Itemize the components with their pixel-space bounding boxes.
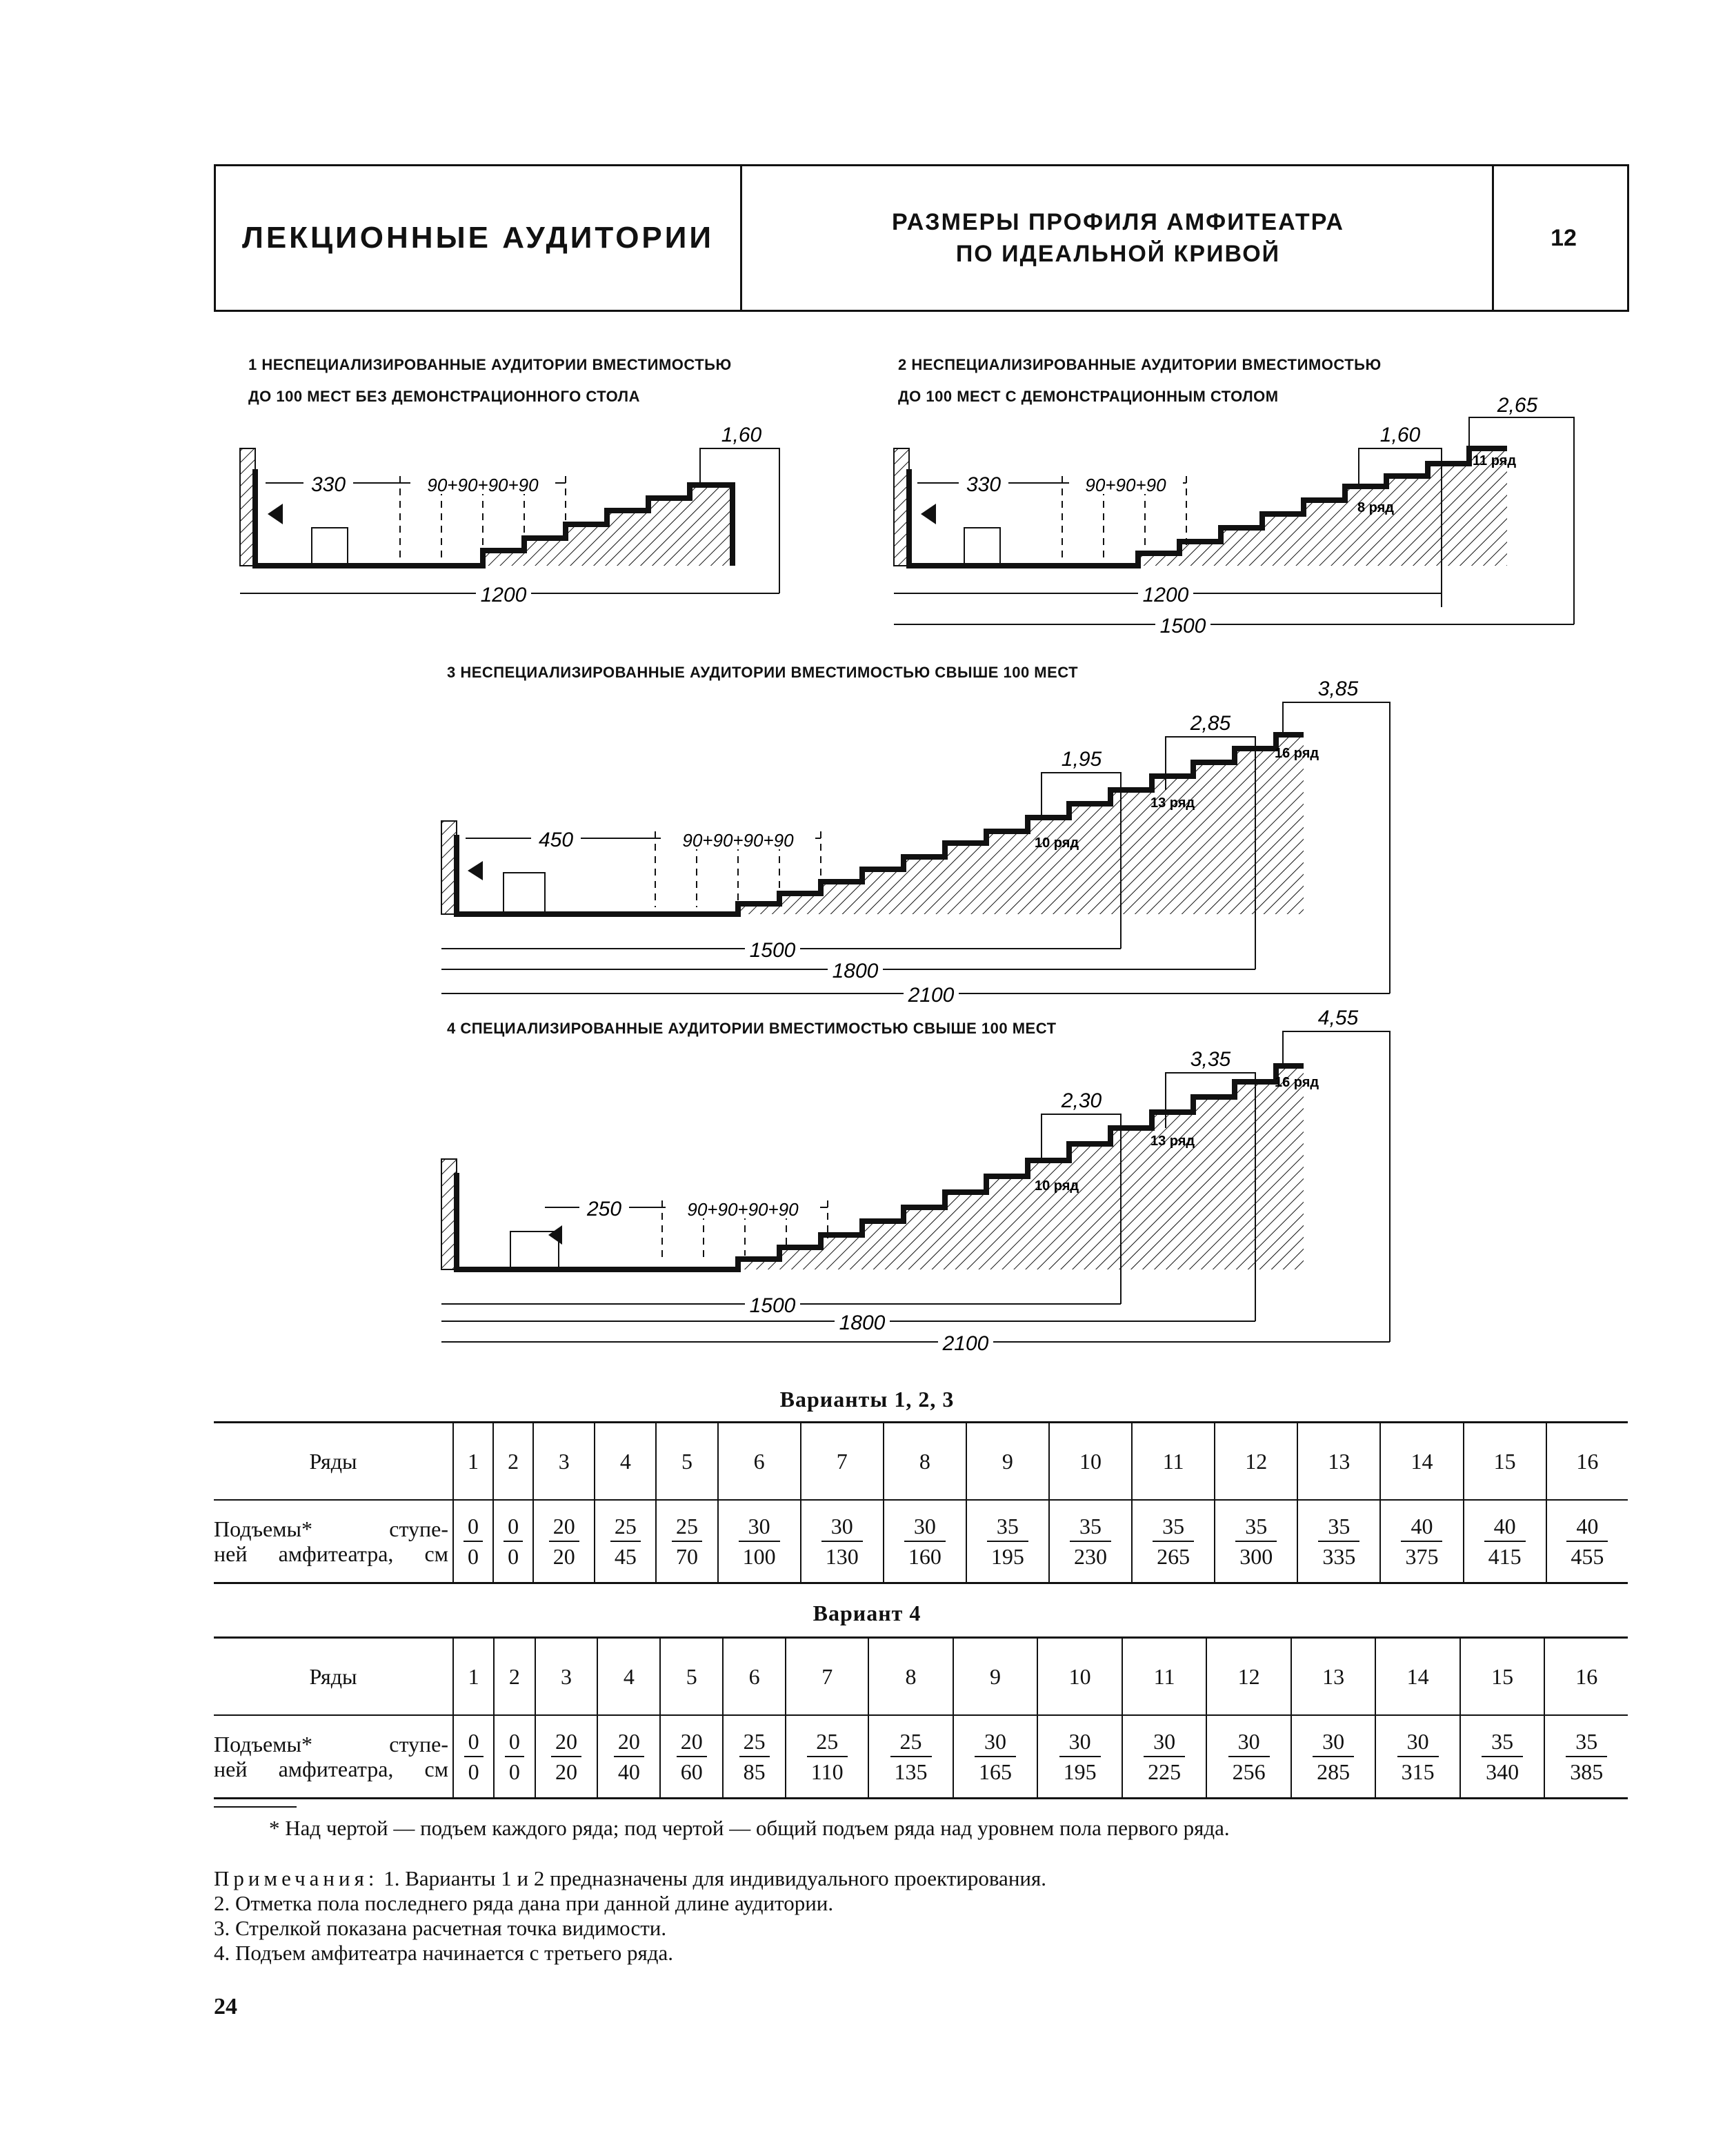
- step-rise-value: 40: [1566, 1512, 1608, 1542]
- step-rise-value: 25: [610, 1512, 641, 1542]
- rise-fraction: [807, 1727, 848, 1786]
- step-rise-value: 25: [739, 1727, 770, 1757]
- table-a-rise-label-line2: ней амфитеатра, см: [214, 1541, 448, 1566]
- rise-cell: [1546, 1500, 1628, 1583]
- step-rise-value: 35: [1566, 1727, 1607, 1757]
- fig3-dim-h1: 1,95: [1061, 748, 1102, 771]
- fig4-dim-steps: 90+90+90+90: [687, 1199, 799, 1220]
- step-rise-value: 35: [987, 1512, 1028, 1542]
- rise-fraction: [464, 1727, 484, 1786]
- note-1: 1. Варианты 1 и 2 предназначены для индивидуального проектирования.: [383, 1866, 1047, 1890]
- fig2-row-8: 8 ряд: [1357, 500, 1394, 515]
- table-b-rows-label: Ряды: [214, 1638, 453, 1716]
- fig2-dim-h1: 1,60: [1379, 424, 1421, 446]
- total-rise-value: 165: [979, 1759, 1013, 1784]
- rise-cell: [595, 1500, 656, 1583]
- step-rise-value: 20: [551, 1727, 581, 1757]
- total-rise-value: 0: [468, 1544, 479, 1569]
- rise-fraction: [904, 1512, 946, 1571]
- total-rise-value: 45: [614, 1544, 637, 1569]
- rise-cell: [1380, 1500, 1463, 1583]
- step-rise-value: 0: [464, 1512, 483, 1542]
- rise-fraction: [1482, 1727, 1523, 1786]
- table-b: [214, 1636, 1628, 1799]
- table-b-title: Вариант 4: [813, 1601, 921, 1625]
- rise-cell: [493, 1500, 533, 1583]
- table-b-rise-label-line2: ней амфитеатра, см: [214, 1757, 448, 1781]
- rise-fraction: [1070, 1512, 1111, 1571]
- total-rise-value: 285: [1317, 1759, 1351, 1784]
- rise-fraction: [975, 1727, 1016, 1786]
- row-number-cell: 6: [718, 1423, 801, 1501]
- rise-fraction: [1153, 1512, 1194, 1571]
- total-rise-value: 230: [1074, 1544, 1108, 1569]
- fig1-sight-arrow: [268, 504, 283, 524]
- note-2: 2. Отметка пола последнего ряда дана при данной длине аудитории.: [214, 1891, 834, 1915]
- fig2-caption-line1: 2 НЕСПЕЦИАЛИЗИРОВАННЫЕ АУДИТОРИИ ВМЕСТИМОСТЬЮ: [898, 356, 1382, 373]
- total-rise-value: 0: [508, 1544, 519, 1569]
- row-number-cell: 6: [723, 1638, 786, 1716]
- fig3-dim-450: 450: [538, 829, 574, 851]
- step-rise-value: 35: [1318, 1512, 1359, 1542]
- fig4-drawing: [441, 1007, 1390, 1355]
- fig4-dim-250: 250: [586, 1198, 622, 1220]
- step-rise-value: 30: [821, 1512, 863, 1542]
- total-rise-value: 85: [743, 1759, 766, 1784]
- fig3-sight-arrow: [468, 861, 483, 880]
- row-number-cell: 2: [494, 1638, 535, 1716]
- rise-fraction: [1397, 1727, 1439, 1786]
- step-rise-value: 35: [1482, 1727, 1523, 1757]
- fig2-dim-steps: 90+90+90: [1085, 475, 1166, 495]
- fig2-sight-arrow: [921, 504, 936, 524]
- rise-cell: [535, 1715, 598, 1799]
- fig3-dim-len3: 2100: [908, 984, 955, 1007]
- rise-fraction: [1235, 1512, 1277, 1571]
- rise-cell: [786, 1715, 868, 1799]
- table-b-rise-row: [214, 1715, 1628, 1799]
- rise-cell: [1291, 1715, 1376, 1799]
- fig2-caption-line2: ДО 100 МЕСТ С ДЕМОНСТРАЦИОННЫМ СТОЛОМ: [898, 388, 1279, 405]
- step-rise-value: 35: [1153, 1512, 1194, 1542]
- row-number-cell: 1: [453, 1638, 494, 1716]
- fig1-dim-length: 1200: [480, 584, 527, 606]
- fig4-dim-h1: 2,30: [1061, 1089, 1102, 1112]
- rise-fraction: [504, 1512, 523, 1571]
- row-number-cell: 4: [597, 1638, 660, 1716]
- step-rise-value: 40: [1401, 1512, 1442, 1542]
- table-a-rows-label: Ряды: [214, 1423, 453, 1501]
- total-rise-value: 195: [990, 1544, 1024, 1569]
- rise-cell: [1297, 1500, 1380, 1583]
- step-rise-value: 30: [1228, 1727, 1270, 1757]
- rise-fraction: [987, 1512, 1028, 1571]
- fig4-sight-arrow: [548, 1225, 562, 1245]
- fig3-table: [504, 873, 545, 914]
- rise-cell: [1037, 1715, 1122, 1799]
- note-4: 4. Подъем амфитеатра начинается с третьего ряда.: [214, 1941, 674, 1965]
- total-rise-value: 60: [680, 1759, 703, 1784]
- total-rise-value: 385: [1570, 1759, 1604, 1784]
- total-rise-value: 340: [1486, 1759, 1519, 1784]
- total-rise-value: 225: [1148, 1759, 1182, 1784]
- rise-cell: [453, 1715, 494, 1799]
- fig1-dim-330: 330: [310, 473, 346, 496]
- rise-cell: [966, 1500, 1049, 1583]
- sheet-title-line1: РАЗМЕРЫ ПРОФИЛЯ АМФИТЕАТРА: [892, 209, 1344, 235]
- step-rise-value: 35: [1070, 1512, 1111, 1542]
- total-rise-value: 455: [1571, 1544, 1604, 1569]
- fig1-dim-steps: 90+90+90+90: [427, 475, 539, 495]
- step-rise-value: 20: [549, 1512, 579, 1542]
- rise-fraction: [549, 1512, 579, 1571]
- total-rise-value: 0: [508, 1759, 520, 1784]
- row-number-cell: 16: [1546, 1423, 1628, 1501]
- table-b-rows-row: [214, 1638, 1628, 1716]
- rise-fraction: [1144, 1727, 1185, 1786]
- step-rise-value: 20: [614, 1727, 644, 1757]
- rise-cell: [1215, 1500, 1297, 1583]
- rise-cell: [1375, 1715, 1460, 1799]
- step-rise-value: 0: [505, 1727, 524, 1757]
- rise-cell: [1460, 1715, 1545, 1799]
- fig3-caption: 3 НЕСПЕЦИАЛИЗИРОВАННЫЕ АУДИТОРИИ ВМЕСТИМОСТЬЮ СВЫШЕ 100 МЕСТ: [447, 664, 1079, 681]
- fig4-dim-h3: 4,55: [1317, 1007, 1359, 1029]
- rise-fraction: [1059, 1727, 1101, 1786]
- row-number-cell: 16: [1544, 1638, 1628, 1716]
- rise-cell: [494, 1715, 535, 1799]
- row-number-cell: 15: [1464, 1423, 1546, 1501]
- notes-heading: Примечания:: [214, 1866, 379, 1890]
- table-b-rise-label: [214, 1715, 453, 1799]
- row-number-cell: 1: [453, 1423, 493, 1501]
- row-number-cell: 12: [1215, 1423, 1297, 1501]
- rise-fraction: [672, 1512, 702, 1571]
- rise-cell: [1049, 1500, 1132, 1583]
- total-rise-value: 130: [825, 1544, 859, 1569]
- rise-cell: [723, 1715, 786, 1799]
- rise-fraction: [551, 1727, 581, 1786]
- row-number-cell: 5: [660, 1638, 723, 1716]
- fig3-dim-steps: 90+90+90+90: [682, 830, 794, 851]
- rise-cell: [953, 1715, 1038, 1799]
- fig2-table: [964, 528, 1000, 566]
- footnote-rule: [214, 1806, 297, 1808]
- step-rise-value: 30: [1397, 1727, 1439, 1757]
- total-rise-value: 415: [1488, 1544, 1522, 1569]
- rise-cell: [884, 1500, 966, 1583]
- fig4-table: [510, 1232, 559, 1269]
- fig3-dim-h3: 3,85: [1317, 678, 1359, 700]
- rise-fraction: [677, 1727, 707, 1786]
- total-rise-value: 135: [894, 1759, 928, 1784]
- row-number-cell: 4: [595, 1423, 656, 1501]
- rise-fraction: [739, 1727, 770, 1786]
- row-number-cell: 15: [1460, 1638, 1545, 1716]
- total-rise-value: 20: [552, 1544, 575, 1569]
- rise-fraction: [610, 1512, 641, 1571]
- row-number-cell: 14: [1380, 1423, 1463, 1501]
- step-rise-value: 25: [807, 1727, 848, 1757]
- row-number-cell: 3: [535, 1638, 598, 1716]
- total-rise-value: 0: [468, 1759, 479, 1784]
- row-number-cell: 9: [966, 1423, 1049, 1501]
- fig3-row-16: 16 ряд: [1275, 746, 1319, 761]
- total-rise-value: 40: [617, 1759, 640, 1784]
- total-rise-value: 300: [1239, 1544, 1273, 1569]
- rise-cell: [597, 1715, 660, 1799]
- step-rise-value: 30: [1059, 1727, 1101, 1757]
- rise-cell: [718, 1500, 801, 1583]
- rise-fraction: [1318, 1512, 1359, 1571]
- fig1-dim-height: 1,60: [721, 424, 762, 446]
- row-number-cell: 13: [1291, 1638, 1376, 1716]
- rise-cell: [1464, 1500, 1546, 1583]
- note-3: 3. Стрелкой показана расчетная точка видимости.: [214, 1916, 667, 1940]
- row-number-cell: 7: [786, 1638, 868, 1716]
- rise-fraction: [1313, 1727, 1354, 1786]
- rise-cell: [868, 1715, 953, 1799]
- rise-cell: [1122, 1715, 1207, 1799]
- step-rise-value: 40: [1484, 1512, 1526, 1542]
- total-rise-value: 20: [555, 1759, 577, 1784]
- rise-fraction: [1566, 1727, 1607, 1786]
- fig4-caption: 4 СПЕЦИАЛИЗИРОВАННЫЕ АУДИТОРИИ ВМЕСТИМОСТЬЮ СВЫШЕ 100 МЕСТ: [447, 1020, 1057, 1037]
- step-rise-value: 30: [1313, 1727, 1354, 1757]
- fig1-table: [312, 528, 348, 566]
- fig4-row-16: 16 ряд: [1275, 1075, 1319, 1090]
- total-rise-value: 265: [1157, 1544, 1190, 1569]
- fig4-row-13: 13 ряд: [1150, 1134, 1195, 1149]
- fig2-dim-h2: 2,65: [1497, 394, 1538, 417]
- fig1-caption-line2: ДО 100 МЕСТ БЕЗ ДЕМОНСТРАЦИОННОГО СТОЛА: [248, 388, 640, 405]
- fig3-row-10: 10 ряд: [1035, 835, 1079, 851]
- rise-fraction: [1228, 1727, 1270, 1786]
- fig3-dim-h2: 2,85: [1190, 712, 1231, 735]
- rise-fraction: [739, 1512, 780, 1571]
- total-rise-value: 100: [742, 1544, 776, 1569]
- step-rise-value: 30: [1144, 1727, 1185, 1757]
- step-rise-value: 25: [672, 1512, 702, 1542]
- table-b-rise-label-line1: Подъемы* ступе-: [214, 1732, 448, 1757]
- note-1-line: [214, 1866, 1524, 1891]
- row-number-cell: 10: [1037, 1638, 1122, 1716]
- table-a-rise-label: [214, 1500, 453, 1583]
- fig2-drawing: [894, 394, 1574, 637]
- total-rise-value: 335: [1322, 1544, 1356, 1569]
- rise-fraction: [821, 1512, 863, 1571]
- page-number: 24: [214, 1994, 237, 2019]
- footnote: * Над чертой — подъем каждого ряда; под чертой — общий подъем ряда над уровнем пола первого ряда.: [269, 1816, 1230, 1840]
- rise-cell: [656, 1500, 717, 1583]
- row-number-cell: 12: [1206, 1638, 1291, 1716]
- fig4-dim-h2: 3,35: [1190, 1048, 1231, 1071]
- rise-cell: [801, 1500, 884, 1583]
- row-number-cell: 8: [868, 1638, 953, 1716]
- fig4-dim-len2: 1800: [839, 1312, 886, 1334]
- step-rise-value: 20: [677, 1727, 707, 1757]
- fig4-dim-len1: 1500: [749, 1294, 796, 1317]
- row-number-cell: 13: [1297, 1423, 1380, 1501]
- sheet-number: 12: [1492, 166, 1633, 310]
- step-rise-value: 25: [890, 1727, 932, 1757]
- table-a-rise-row: [214, 1500, 1628, 1583]
- fig3-row-13: 13 ряд: [1150, 795, 1195, 811]
- total-rise-value: 195: [1063, 1759, 1097, 1784]
- step-rise-value: 30: [904, 1512, 946, 1542]
- sheet-title-line2: ПО ИДЕАЛЬНОЙ КРИВОЙ: [955, 241, 1281, 267]
- step-rise-value: 30: [739, 1512, 780, 1542]
- row-number-cell: 10: [1049, 1423, 1132, 1501]
- fig3-dim-len2: 1800: [832, 960, 879, 982]
- row-number-cell: 5: [656, 1423, 717, 1501]
- fig2-dim-len2: 1500: [1159, 615, 1206, 637]
- row-number-cell: 7: [801, 1423, 884, 1501]
- total-rise-value: 110: [810, 1759, 844, 1784]
- rise-fraction: [1566, 1512, 1608, 1571]
- step-rise-value: 30: [975, 1727, 1016, 1757]
- total-rise-value: 315: [1401, 1759, 1435, 1784]
- total-rise-value: 256: [1232, 1759, 1266, 1784]
- rise-cell: [533, 1500, 595, 1583]
- row-number-cell: 11: [1132, 1423, 1215, 1501]
- table-a-rows-row: [214, 1423, 1628, 1501]
- fig3-drawing: [441, 678, 1390, 1007]
- rise-fraction: [1401, 1512, 1442, 1571]
- total-rise-value: 70: [675, 1544, 698, 1569]
- row-number-cell: 8: [884, 1423, 966, 1501]
- fig4-row-10: 10 ряд: [1035, 1178, 1079, 1194]
- fig2-dim-len1: 1200: [1142, 584, 1189, 606]
- step-rise-value: 0: [504, 1512, 523, 1542]
- total-rise-value: 160: [908, 1544, 941, 1569]
- table-a: [214, 1421, 1628, 1584]
- row-number-cell: 3: [533, 1423, 595, 1501]
- rise-fraction: [505, 1727, 524, 1786]
- rise-cell: [453, 1500, 493, 1583]
- fig3-dim-len1: 1500: [749, 939, 796, 962]
- step-rise-value: 0: [464, 1727, 484, 1757]
- rise-fraction: [614, 1727, 644, 1786]
- step-rise-value: 35: [1235, 1512, 1277, 1542]
- rise-fraction: [890, 1727, 932, 1786]
- fig1-caption-line1: 1 НЕСПЕЦИАЛИЗИРОВАННЫЕ АУДИТОРИИ ВМЕСТИМОСТЬЮ: [248, 356, 732, 373]
- row-number-cell: 11: [1122, 1638, 1207, 1716]
- fig2-dim-330: 330: [966, 473, 1001, 496]
- fig2-row-11: 11 ряд: [1473, 453, 1517, 468]
- row-number-cell: 2: [493, 1423, 533, 1501]
- rise-cell: [1206, 1715, 1291, 1799]
- rise-fraction: [464, 1512, 483, 1571]
- table-a-rise-label-line1: Подъемы* ступе-: [214, 1516, 448, 1541]
- row-number-cell: 9: [953, 1638, 1038, 1716]
- table-a-title: Варианты 1, 2, 3: [779, 1387, 955, 1412]
- rise-cell: [1544, 1715, 1628, 1799]
- rise-cell: [660, 1715, 723, 1799]
- rise-cell: [1132, 1500, 1215, 1583]
- fig1-drawing: [240, 424, 779, 606]
- total-rise-value: 375: [1405, 1544, 1439, 1569]
- notes-block: [214, 1866, 1524, 1966]
- rise-fraction: [1484, 1512, 1526, 1571]
- section-title: ЛЕКЦИОННЫЕ АУДИТОРИИ: [241, 221, 715, 255]
- row-number-cell: 14: [1375, 1638, 1460, 1716]
- fig4-dim-len3: 2100: [942, 1332, 989, 1355]
